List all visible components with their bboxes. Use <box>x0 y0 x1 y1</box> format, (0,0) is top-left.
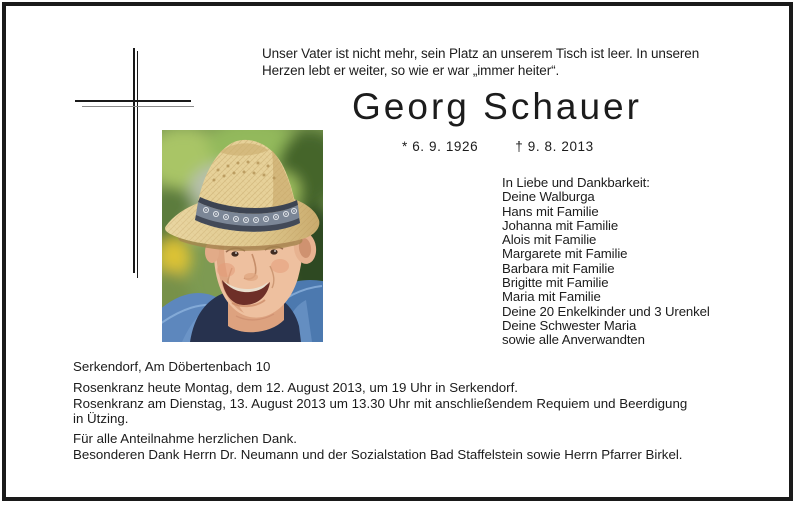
mourner-item: Deine Walburga <box>502 189 595 205</box>
portrait-photo <box>162 130 323 342</box>
intro-text <box>262 46 699 79</box>
thanks-line: Für alle Anteilnahme herzlichen Dank. <box>73 431 297 446</box>
mourner-item: sowie alle Anverwandten <box>502 332 645 348</box>
service-line: Rosenkranz heute Montag, dem 12. August 2013, um 19 Uhr in Serkendorf. <box>73 380 518 395</box>
life-dates <box>402 139 594 154</box>
mourner-item: Deine Schwester Maria <box>502 317 637 333</box>
cross-vertical-line <box>133 48 135 273</box>
thanks-info <box>73 431 683 462</box>
death-date: † 9. 8. 2013 <box>515 139 594 154</box>
cross-vertical-line-thin <box>137 51 138 278</box>
portrait-photo-image <box>162 130 323 342</box>
mourner-item: Hans mit Familie <box>502 203 599 219</box>
mourner-item: Margarete mit Familie <box>502 246 628 262</box>
intro-line: Herzen lebt er weiter, so wie er war „immer heiter“. <box>262 62 560 78</box>
mourner-item: Deine 20 Enkelkinder und 3 Urenkel <box>502 303 710 319</box>
mourner-item: Alois mit Familie <box>502 232 597 248</box>
service-info <box>73 380 687 427</box>
mourner-item: Brigitte mit Familie <box>502 275 609 291</box>
cross-horizontal-line <box>75 100 191 102</box>
service-line: Rosenkranz am Dienstag, 13. August 2013 um 13.30 Uhr mit anschließendem Requiem und Beerdigung <box>73 395 688 411</box>
mourners-list <box>502 176 710 348</box>
mourner-item: Barbara mit Familie <box>502 260 615 276</box>
service-line: in Ützing. <box>73 411 129 427</box>
intro-line: Unser Vater ist nicht mehr, sein Platz an unserem Tisch ist leer. In unseren <box>262 46 700 61</box>
birth-date: * 6. 9. 1926 <box>402 139 479 154</box>
cross-horizontal-line-gray <box>82 106 194 107</box>
mourners-title: In Liebe und Dankbarkeit: <box>502 175 650 190</box>
mourner-item: Johanna mit Familie <box>502 217 619 233</box>
mourner-item: Maria mit Familie <box>502 289 601 305</box>
address-line: Serkendorf, Am Döbertenbach 10 <box>73 359 271 374</box>
thanks-line: Besonderen Dank Herrn Dr. Neumann und der Sozialstation Bad Staffelstein sowie Herrn Pfarrer Birkel. <box>73 446 683 462</box>
deceased-name: Georg Schauer <box>352 86 642 127</box>
